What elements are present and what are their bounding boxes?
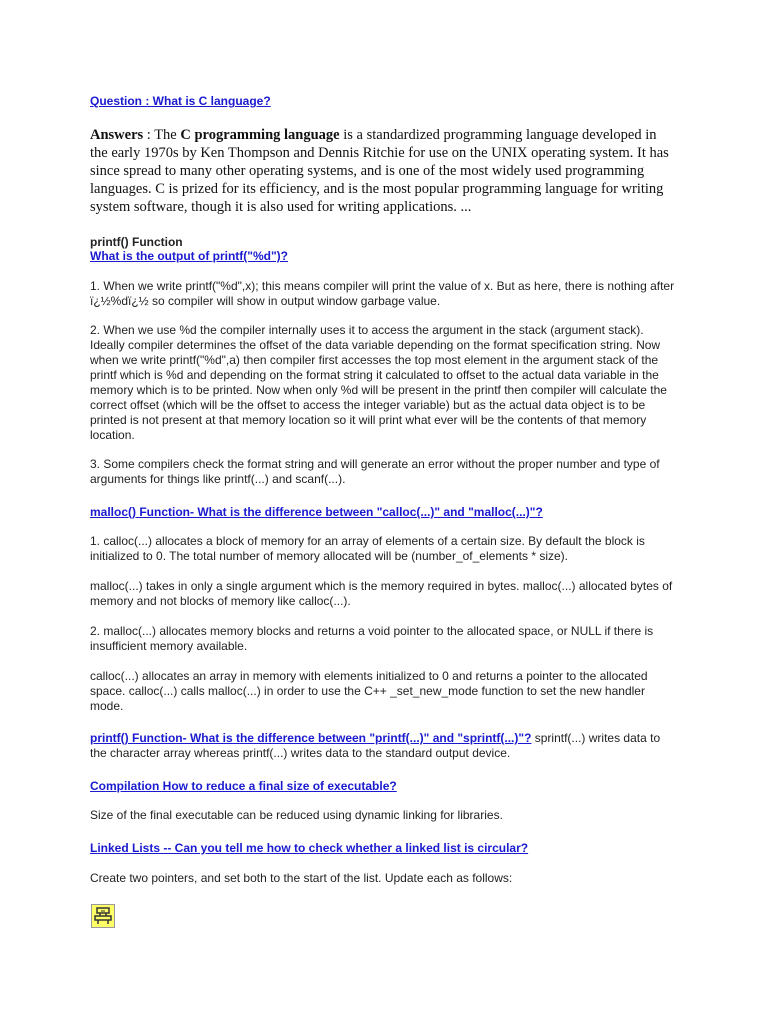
compilation-question[interactable]: [90, 779, 676, 794]
compilation-question-link[interactable]: Compilation How to reduce a final size of executable?: [90, 779, 397, 793]
answer-text: is a standardized programming language developed in the early 1970s by Ken Thompson and Dennis Ritchie for use on the UNIX operating system. It has since spread to many other operating systems, and is one of the most widely used programming languages. C is prized for its efficiency, and is the most popular programming language for writing system software, though it is also used for writing applications. ...: [90, 127, 669, 215]
printf-paragraph-2: 2. When we use %d the compiler internally uses it to access the argument in the stack (argument stack). Ideally compiler determines the offset of the data variable depending on the format specification string. Now when we write printf("%d",a) then compiler first accesses the top most element in the argument stack of the printf which is %d and depending on the format string it calculated to offset to the actual data variable in the memory which is to be printed. Now when only %d will be present in the printf then compiler will calculate the correct offset (which will be the offset to access the integer variable) but as the actual data object is to be printed is not present at that memory location so it will print what ever will be the contents of that memory location.: [90, 323, 667, 442]
malloc-question-link[interactable]: malloc() Function- What is the difference between "calloc(...)" and "malloc(...)"?: [90, 505, 543, 519]
printf-paragraph-1: 1. When we write printf("%d",x); this means compiler will print the value of x. But as here, there is nothing after ï¿½%dï¿½ so compiler will show in output window garbage value.: [90, 279, 675, 308]
answer-paragraph: [90, 126, 676, 216]
printf-question[interactable]: [90, 249, 676, 264]
malloc-question[interactable]: [90, 505, 676, 520]
sprintf-answer: sprintf(...) writes data to the character array whereas printf(...) writes data to the standard output device.: [90, 731, 661, 760]
malloc-paragraph-2: malloc(...) takes in only a single argument which is the memory required in bytes. malloc(...) allocated bytes of memory and not blocks of memory like calloc(...).: [90, 579, 673, 608]
answer-label: Answers: [90, 127, 144, 143]
compilation-answer: Size of the final executable can be reduced using dynamic linking for libraries.: [90, 808, 503, 822]
malloc-paragraph-4: calloc(...) allocates an array in memory with elements initialized to 0 and returns a pointer to the allocated space. calloc(...) calls malloc(...) in order to use the C++ _set_new_mode function to set the new handler mode.: [90, 669, 648, 713]
malloc-paragraph-3: 2. malloc(...) allocates memory blocks and returns a void pointer to the allocated space, or NULL if there is insufficient memory available.: [90, 624, 654, 653]
broken-image-icon: [91, 904, 115, 928]
answer-term: C programming language: [180, 127, 340, 143]
sprintf-paragraph: [90, 731, 676, 761]
linked-list-question[interactable]: [90, 841, 676, 856]
printf-question-link[interactable]: What is the output of printf("%d")?: [90, 249, 288, 263]
answer-sep: : The: [143, 127, 181, 143]
printf-paragraph-3: 3. Some compilers check the format string and will generate an error without the proper number and type of arguments for things like printf(...) and scanf(...).: [90, 457, 660, 486]
broken-image-glyph: [92, 905, 114, 927]
malloc-paragraph-1: 1. calloc(...) allocates a block of memory for an array of elements of a certain size. By default the block is initialized to 0. The total number of memory allocated will be (number_of_elements * size).: [90, 534, 645, 563]
question-link[interactable]: Question : What is C language?: [90, 94, 271, 108]
printf-heading: printf() Function: [90, 235, 183, 249]
question-c-language[interactable]: [90, 94, 676, 109]
linked-list-question-link[interactable]: Linked Lists -- Can you tell me how to check whether a linked list is circular?: [90, 841, 529, 855]
sprintf-question-link[interactable]: printf() Function- What is the difference between "printf(...)" and "sprintf(...)"?: [90, 731, 532, 745]
linked-list-answer: Create two pointers, and set both to the start of the list. Update each as follows:: [90, 871, 513, 885]
